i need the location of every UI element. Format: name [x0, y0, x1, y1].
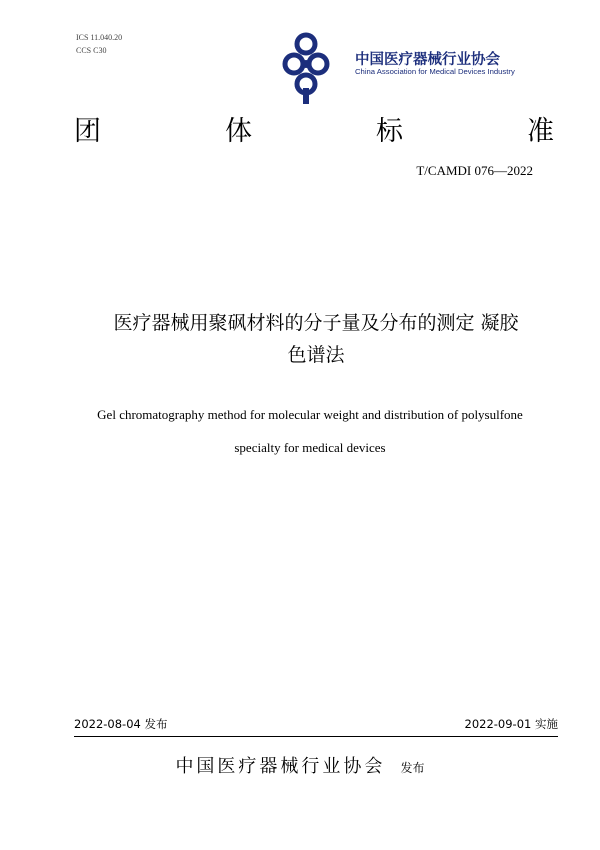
title-en-line2: specialty for medical devices: [234, 440, 386, 455]
organization-name-cn: 中国医疗器械行业协会: [355, 52, 500, 68]
title-cn-line2: 色谱法: [287, 344, 345, 366]
title-cn-line1: 医疗器械用聚砜材料的分子量及分布的测定 凝胶: [113, 312, 519, 334]
implement-date: 2022-09-01 实施: [464, 717, 558, 731]
title-en-line1: Gel chromatography method for molecular weight and distribution of polysulfone: [97, 407, 523, 422]
title-en: [60, 398, 560, 464]
title-cn: [74, 307, 558, 371]
dates-row: [74, 716, 558, 734]
organization-name-en: China Association for Medical Devices Industry: [355, 67, 515, 76]
camdi-logo-icon: [282, 32, 352, 106]
ics-code: ICS 11.040.20: [76, 33, 123, 42]
standard-number: T/CAMDI 076—2022: [416, 163, 533, 178]
issuer-name: 中国医疗器械行业协会: [175, 756, 386, 777]
issuer: [0, 752, 600, 778]
ccs-code: CCS C30: [76, 46, 107, 55]
standard-type-char: 标: [376, 115, 403, 147]
divider: [74, 736, 558, 737]
publish-date: 2022-08-04 发布: [74, 717, 168, 731]
standard-type: [74, 108, 554, 148]
standard-type-char: 体: [225, 115, 252, 147]
standard-type-char: 团: [74, 115, 101, 147]
classification-codes: [76, 31, 122, 57]
issuer-verb: 发布: [400, 761, 425, 775]
standard-type-char: 准: [527, 115, 554, 147]
